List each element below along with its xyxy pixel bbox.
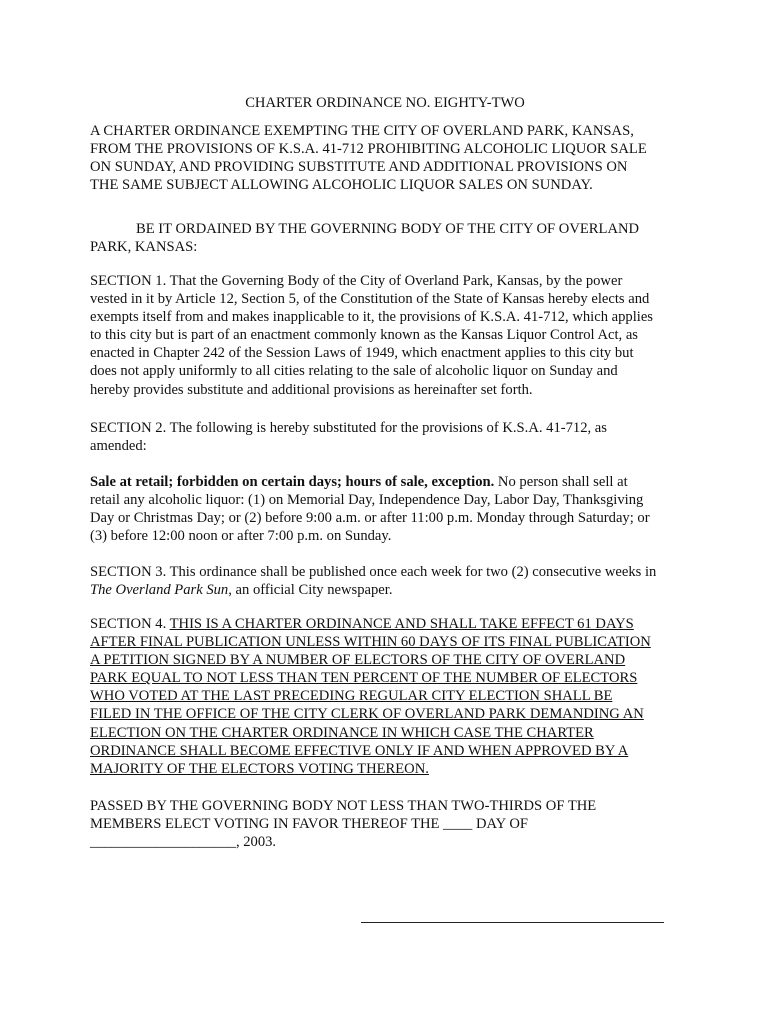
text-line: Day or Christmas Day; or (2) before 9:00 a.m. or after 11:00 p.m. Monday through Saturday; or — [90, 510, 650, 527]
text-line: MAJORITY OF THE ELECTORS VOTING THEREON. — [90, 760, 429, 777]
text-line: A CHARTER ORDINANCE EXEMPTING THE CITY OF OVERLAND PARK, KANSAS, — [90, 123, 634, 139]
text-line: ON SUNDAY, AND PROVIDING SUBSTITUTE AND ADDITIONAL PROVISIONS ON — [90, 159, 628, 176]
text-line: PASSED BY THE GOVERNING BODY NOT LESS THAN TWO-THIRDS OF THE — [90, 798, 597, 814]
enacting-line: BE IT ORDAINED BY THE GOVERNING BODY OF THE CITY OF OVERLAND — [136, 221, 640, 237]
text-line: amended: — [90, 438, 147, 455]
newspaper-name: The Overland Park Sun — [90, 582, 229, 599]
enacting-clause — [90, 220, 690, 256]
text-line: AFTER FINAL PUBLICATION UNLESS WITHIN 60 DAYS OF ITS FINAL PUBLICATION — [90, 634, 651, 651]
section-1 — [90, 272, 690, 399]
ordinance-title — [0, 94, 770, 112]
text-line: (3) before 12:00 noon or after 7:00 p.m. on Sunday. — [90, 528, 392, 545]
substituted-provision — [90, 473, 690, 545]
section-3 — [90, 563, 690, 599]
text-line: ORDINANCE SHALL BECOME EFFECTIVE ONLY IF AND WHEN APPROVED BY A — [90, 742, 629, 759]
text-line: retail any alcoholic liquor: (1) on Memorial Day, Independence Day, Labor Day, Thanksgiving — [90, 492, 644, 509]
preamble — [90, 122, 690, 194]
section-3-line: SECTION 3. This ordinance shall be published once each week for two (2) consecutive weeks in — [90, 564, 657, 580]
signature-line — [361, 922, 664, 923]
section-4-line: THIS IS A CHARTER ORDINANCE AND SHALL TAKE EFFECT 61 DAYS — [169, 616, 634, 632]
text-line: A PETITION SIGNED BY A NUMBER OF ELECTORS OF THE CITY OF OVERLAND — [90, 652, 626, 669]
text-line: SECTION 2. The following is hereby substituted for the provisions of K.S.A. 41-712, as — [90, 420, 607, 436]
text-line: vested in it by Article 12, Section 5, of the Constitution of the State of Kansas hereby elects and — [90, 291, 650, 308]
text-line: FILED IN THE OFFICE OF THE CITY CLERK OF OVERLAND PARK DEMANDING AN — [90, 706, 644, 723]
title-text: CHARTER ORDINANCE NO. EIGHTY-TWO — [245, 95, 525, 111]
section-4-body — [90, 633, 690, 778]
provision-text: No person shall sell at — [494, 474, 628, 490]
text-line: does not apply uniformly to all cities relating to the sale of alcoholic liquor on Sunday and — [90, 363, 618, 380]
passed-clause — [90, 797, 690, 851]
text-line: exempts itself from and makes inapplicable to it, the provisions of K.S.A. 41-712, which applies — [90, 309, 653, 326]
text-line: ELECTION ON THE CHARTER ORDINANCE IN WHICH CASE THE CHARTER — [90, 724, 594, 741]
enacting-line: PARK, KANSAS: — [90, 239, 198, 256]
text-line: THE SAME SUBJECT ALLOWING ALCOHOLIC LIQUOR SALES ON SUNDAY. — [90, 177, 593, 194]
text-line: WHO VOTED AT THE LAST PRECEDING REGULAR CITY ELECTION SHALL BE — [90, 688, 613, 705]
text-line: SECTION 1. That the Governing Body of the City of Overland Park, Kansas, by the power — [90, 273, 623, 289]
text-line: to this city but is part of an enactment commonly known as the Kansas Liquor Control Act, as — [90, 327, 638, 344]
text-line: hereby provides substitute and additional provisions as hereinafter set forth. — [90, 381, 533, 398]
section-4 — [90, 615, 690, 778]
text-line: enacted in Chapter 242 of the Session Laws of 1949, which enactment applies to this city but — [90, 345, 634, 362]
provision-heading: Sale at retail; forbidden on certain days; hours of sale, exception. — [90, 474, 495, 490]
section-2 — [90, 419, 690, 455]
text-line: PARK EQUAL TO NOT LESS THAN TEN PERCENT OF THE NUMBER OF ELECTORS — [90, 670, 638, 687]
text-line: MEMBERS ELECT VOTING IN FAVOR THEREOF THE ____ DAY OF — [90, 816, 528, 833]
section-3-line: , an official City newspaper. — [228, 582, 393, 599]
section-4-label: SECTION 4. — [90, 616, 170, 632]
text-line: ____________________, 2003. — [90, 834, 277, 851]
text-line: FROM THE PROVISIONS OF K.S.A. 41-712 PROHIBITING ALCOHOLIC LIQUOR SALE — [90, 141, 647, 158]
provision-body — [90, 491, 690, 545]
